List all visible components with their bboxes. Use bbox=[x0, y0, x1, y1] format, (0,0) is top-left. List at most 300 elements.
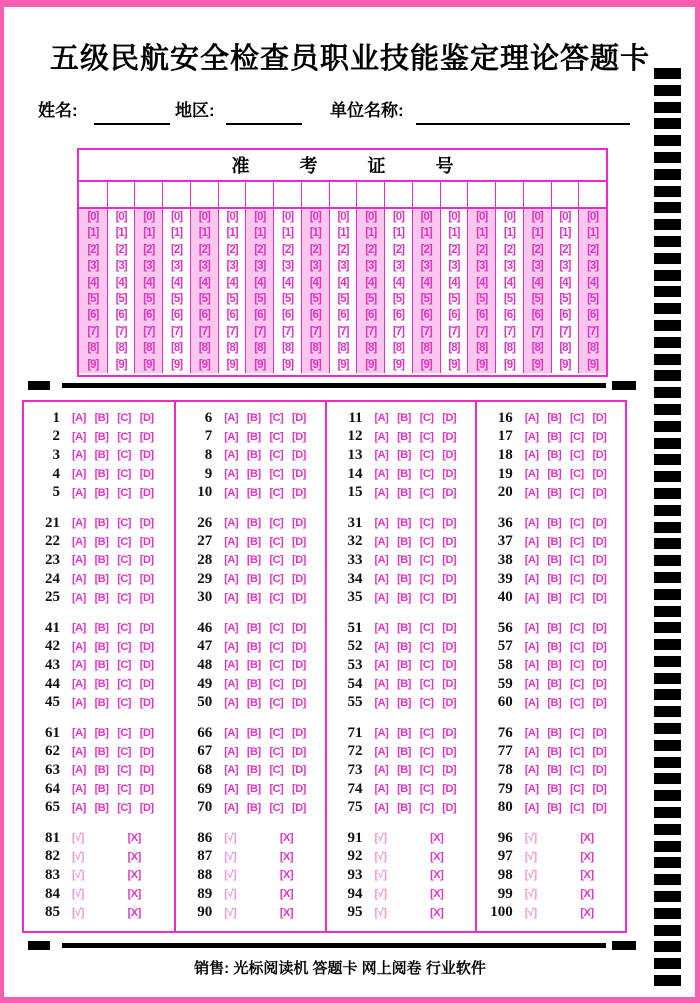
bubble-C[interactable]: [C] bbox=[117, 659, 131, 672]
bubble-B[interactable]: [B] bbox=[397, 764, 411, 777]
bubble-C[interactable]: [C] bbox=[269, 412, 284, 425]
bubble-cross[interactable]: [X] bbox=[430, 832, 444, 845]
bubble-C[interactable]: [C] bbox=[569, 764, 584, 777]
bubble-A[interactable]: [A] bbox=[374, 468, 389, 481]
digit-bubble-4[interactable]: [4] bbox=[503, 276, 515, 289]
bubble-D[interactable]: [D] bbox=[292, 678, 306, 691]
admission-write-cell[interactable] bbox=[467, 182, 495, 207]
bubble-check[interactable]: [√] bbox=[72, 832, 84, 845]
digit-bubble-1[interactable]: [1] bbox=[171, 227, 183, 240]
bubble-B[interactable]: [B] bbox=[547, 696, 562, 709]
admission-write-cell[interactable] bbox=[412, 182, 440, 207]
bubble-D[interactable]: [D] bbox=[139, 468, 154, 481]
digit-bubble-7[interactable]: [7] bbox=[365, 325, 377, 338]
bubble-A[interactable]: [A] bbox=[72, 591, 86, 604]
digit-bubble-5[interactable]: [5] bbox=[587, 293, 599, 306]
digit-bubble-3[interactable]: [3] bbox=[365, 260, 377, 273]
digit-bubble-2[interactable]: [2] bbox=[420, 243, 432, 256]
digit-bubble-1[interactable]: [1] bbox=[365, 227, 377, 240]
bubble-D[interactable]: [D] bbox=[592, 659, 607, 672]
bubble-A[interactable]: [A] bbox=[72, 535, 86, 548]
bubble-D[interactable]: [D] bbox=[442, 696, 457, 709]
bubble-check[interactable]: [√] bbox=[374, 850, 387, 863]
bubble-A[interactable]: [A] bbox=[72, 517, 86, 530]
bubble-D[interactable]: [D] bbox=[442, 783, 457, 796]
bubble-C[interactable]: [C] bbox=[419, 764, 434, 777]
bubble-D[interactable]: [D] bbox=[592, 745, 607, 758]
bubble-B[interactable]: [B] bbox=[246, 678, 261, 691]
bubble-check[interactable]: [√] bbox=[374, 906, 387, 919]
bubble-A[interactable]: [A] bbox=[524, 486, 539, 499]
bubble-D[interactable]: [D] bbox=[139, 696, 154, 709]
bubble-D[interactable]: [D] bbox=[592, 412, 607, 425]
bubble-C[interactable]: [C] bbox=[569, 696, 584, 709]
bubble-A[interactable]: [A] bbox=[524, 727, 539, 740]
digit-bubble-8[interactable]: [8] bbox=[309, 342, 321, 355]
bubble-A[interactable]: [A] bbox=[224, 622, 239, 635]
bubble-C[interactable]: [C] bbox=[419, 430, 434, 443]
digit-bubble-2[interactable]: [2] bbox=[309, 243, 321, 256]
bubble-B[interactable]: [B] bbox=[397, 486, 411, 499]
bubble-C[interactable]: [C] bbox=[419, 696, 434, 709]
bubble-B[interactable]: [B] bbox=[94, 554, 109, 567]
bubble-B[interactable]: [B] bbox=[547, 430, 562, 443]
bubble-cross[interactable]: [X] bbox=[580, 888, 594, 901]
bubble-A[interactable]: [A] bbox=[374, 659, 389, 672]
digit-bubble-4[interactable]: [4] bbox=[476, 276, 488, 289]
bubble-C[interactable]: [C] bbox=[419, 486, 434, 499]
bubble-A[interactable]: [A] bbox=[72, 573, 86, 586]
bubble-C[interactable]: [C] bbox=[117, 468, 131, 481]
digit-bubble-4[interactable]: [4] bbox=[171, 276, 183, 289]
digit-bubble-3[interactable]: [3] bbox=[143, 260, 155, 273]
bubble-B[interactable]: [B] bbox=[246, 468, 261, 481]
digit-bubble-1[interactable]: [1] bbox=[198, 227, 210, 240]
bubble-D[interactable]: [D] bbox=[592, 591, 607, 604]
bubble-B[interactable]: [B] bbox=[246, 412, 261, 425]
digit-bubble-4[interactable]: [4] bbox=[448, 276, 460, 289]
bubble-D[interactable]: [D] bbox=[139, 659, 154, 672]
bubble-C[interactable]: [C] bbox=[269, 517, 284, 530]
bubble-C[interactable]: [C] bbox=[569, 745, 584, 758]
digit-bubble-9[interactable]: [9] bbox=[198, 358, 210, 371]
digit-bubble-2[interactable]: [2] bbox=[559, 243, 571, 256]
bubble-A[interactable]: [A] bbox=[72, 727, 86, 740]
bubble-D[interactable]: [D] bbox=[442, 468, 457, 481]
bubble-A[interactable]: [A] bbox=[374, 801, 389, 814]
digit-bubble-0[interactable]: [0] bbox=[115, 211, 127, 223]
digit-bubble-5[interactable]: [5] bbox=[531, 293, 543, 306]
bubble-B[interactable]: [B] bbox=[397, 535, 411, 548]
bubble-cross[interactable]: [X] bbox=[127, 906, 141, 919]
bubble-A[interactable]: [A] bbox=[374, 696, 389, 709]
digit-bubble-9[interactable]: [9] bbox=[337, 358, 349, 371]
bubble-D[interactable]: [D] bbox=[139, 573, 154, 586]
digit-bubble-7[interactable]: [7] bbox=[448, 325, 460, 338]
digit-bubble-6[interactable]: [6] bbox=[226, 309, 238, 322]
bubble-B[interactable]: [B] bbox=[94, 468, 109, 481]
digit-bubble-0[interactable]: [0] bbox=[392, 211, 404, 223]
digit-bubble-4[interactable]: [4] bbox=[115, 276, 127, 289]
bubble-B[interactable]: [B] bbox=[246, 535, 261, 548]
digit-bubble-5[interactable]: [5] bbox=[171, 293, 183, 306]
bubble-B[interactable]: [B] bbox=[94, 783, 109, 796]
bubble-C[interactable]: [C] bbox=[569, 678, 584, 691]
admission-write-cell[interactable] bbox=[134, 182, 162, 207]
bubble-A[interactable]: [A] bbox=[374, 678, 389, 691]
bubble-C[interactable]: [C] bbox=[117, 801, 131, 814]
digit-bubble-4[interactable]: [4] bbox=[226, 276, 238, 289]
digit-bubble-0[interactable]: [0] bbox=[587, 211, 599, 223]
bubble-C[interactable]: [C] bbox=[117, 573, 131, 586]
bubble-B[interactable]: [B] bbox=[94, 517, 109, 530]
bubble-A[interactable]: [A] bbox=[374, 486, 389, 499]
bubble-B[interactable]: [B] bbox=[547, 573, 562, 586]
bubble-B[interactable]: [B] bbox=[547, 591, 562, 604]
bubble-C[interactable]: [C] bbox=[269, 591, 284, 604]
digit-bubble-9[interactable]: [9] bbox=[476, 358, 488, 371]
bubble-check[interactable]: [√] bbox=[524, 888, 537, 901]
bubble-C[interactable]: [C] bbox=[569, 430, 584, 443]
bubble-A[interactable]: [A] bbox=[374, 783, 389, 796]
bubble-D[interactable]: [D] bbox=[139, 801, 154, 814]
bubble-cross[interactable]: [X] bbox=[279, 869, 294, 882]
digit-bubble-1[interactable]: [1] bbox=[226, 227, 238, 240]
bubble-D[interactable]: [D] bbox=[592, 486, 607, 499]
digit-bubble-9[interactable]: [9] bbox=[392, 358, 404, 371]
bubble-A[interactable]: [A] bbox=[524, 764, 539, 777]
bubble-cross[interactable]: [X] bbox=[430, 869, 444, 882]
bubble-D[interactable]: [D] bbox=[592, 678, 607, 691]
digit-bubble-9[interactable]: [9] bbox=[587, 358, 599, 371]
bubble-B[interactable]: [B] bbox=[94, 640, 109, 653]
bubble-A[interactable]: [A] bbox=[224, 764, 239, 777]
digit-bubble-7[interactable]: [7] bbox=[143, 325, 155, 338]
digit-bubble-7[interactable]: [7] bbox=[337, 325, 349, 338]
bubble-A[interactable]: [A] bbox=[72, 412, 86, 425]
bubble-check[interactable]: [√] bbox=[224, 832, 237, 845]
bubble-D[interactable]: [D] bbox=[139, 517, 154, 530]
digit-bubble-9[interactable]: [9] bbox=[143, 358, 155, 371]
digit-bubble-5[interactable]: [5] bbox=[337, 293, 349, 306]
digit-bubble-6[interactable]: [6] bbox=[198, 309, 210, 322]
bubble-B[interactable]: [B] bbox=[94, 659, 109, 672]
bubble-B[interactable]: [B] bbox=[547, 517, 562, 530]
bubble-D[interactable]: [D] bbox=[442, 801, 457, 814]
digit-bubble-3[interactable]: [3] bbox=[309, 260, 321, 273]
bubble-B[interactable]: [B] bbox=[397, 696, 411, 709]
bubble-A[interactable]: [A] bbox=[224, 486, 239, 499]
bubble-C[interactable]: [C] bbox=[269, 535, 284, 548]
digit-bubble-6[interactable]: [6] bbox=[87, 309, 99, 322]
bubble-cross[interactable]: [X] bbox=[127, 850, 141, 863]
bubble-B[interactable]: [B] bbox=[94, 412, 109, 425]
bubble-D[interactable]: [D] bbox=[442, 554, 457, 567]
digit-bubble-9[interactable]: [9] bbox=[115, 358, 127, 371]
digit-bubble-7[interactable]: [7] bbox=[503, 325, 515, 338]
bubble-B[interactable]: [B] bbox=[547, 783, 562, 796]
digit-bubble-8[interactable]: [8] bbox=[420, 342, 432, 355]
digit-bubble-7[interactable]: [7] bbox=[226, 325, 238, 338]
digit-bubble-5[interactable]: [5] bbox=[392, 293, 404, 306]
bubble-B[interactable]: [B] bbox=[246, 783, 261, 796]
digit-bubble-8[interactable]: [8] bbox=[281, 342, 294, 355]
bubble-A[interactable]: [A] bbox=[524, 535, 539, 548]
bubble-A[interactable]: [A] bbox=[72, 696, 86, 709]
bubble-check[interactable]: [√] bbox=[374, 888, 387, 901]
bubble-A[interactable]: [A] bbox=[524, 573, 539, 586]
region-input-line[interactable] bbox=[226, 123, 302, 125]
bubble-D[interactable]: [D] bbox=[442, 745, 457, 758]
bubble-D[interactable]: [D] bbox=[592, 449, 607, 462]
bubble-D[interactable]: [D] bbox=[139, 430, 154, 443]
bubble-D[interactable]: [D] bbox=[292, 554, 306, 567]
digit-bubble-0[interactable]: [0] bbox=[254, 211, 266, 223]
digit-bubble-9[interactable]: [9] bbox=[531, 358, 543, 371]
bubble-A[interactable]: [A] bbox=[72, 764, 86, 777]
bubble-cross[interactable]: [X] bbox=[430, 888, 444, 901]
digit-bubble-0[interactable]: [0] bbox=[559, 211, 571, 223]
bubble-D[interactable]: [D] bbox=[292, 468, 306, 481]
bubble-B[interactable]: [B] bbox=[246, 801, 261, 814]
bubble-D[interactable]: [D] bbox=[139, 640, 154, 653]
bubble-B[interactable]: [B] bbox=[397, 517, 411, 530]
digit-bubble-8[interactable]: [8] bbox=[503, 342, 515, 355]
bubble-D[interactable]: [D] bbox=[139, 764, 154, 777]
bubble-check[interactable]: [√] bbox=[72, 906, 84, 919]
bubble-A[interactable]: [A] bbox=[524, 640, 539, 653]
digit-bubble-5[interactable]: [5] bbox=[309, 293, 321, 306]
bubble-D[interactable]: [D] bbox=[442, 449, 457, 462]
digit-bubble-3[interactable]: [3] bbox=[448, 260, 460, 273]
bubble-C[interactable]: [C] bbox=[419, 659, 434, 672]
bubble-D[interactable]: [D] bbox=[139, 783, 154, 796]
bubble-C[interactable]: [C] bbox=[117, 517, 131, 530]
bubble-A[interactable]: [A] bbox=[72, 468, 86, 481]
digit-bubble-6[interactable]: [6] bbox=[503, 309, 515, 322]
bubble-C[interactable]: [C] bbox=[269, 745, 284, 758]
bubble-A[interactable]: [A] bbox=[72, 622, 86, 635]
digit-bubble-4[interactable]: [4] bbox=[531, 276, 543, 289]
digit-bubble-5[interactable]: [5] bbox=[254, 293, 266, 306]
admission-write-cell[interactable] bbox=[273, 182, 301, 207]
bubble-B[interactable]: [B] bbox=[94, 449, 109, 462]
bubble-D[interactable]: [D] bbox=[292, 640, 306, 653]
bubble-B[interactable]: [B] bbox=[397, 591, 411, 604]
bubble-D[interactable]: [D] bbox=[292, 622, 306, 635]
bubble-A[interactable]: [A] bbox=[224, 449, 239, 462]
bubble-D[interactable]: [D] bbox=[292, 573, 306, 586]
bubble-A[interactable]: [A] bbox=[524, 801, 539, 814]
digit-bubble-1[interactable]: [1] bbox=[309, 227, 321, 240]
bubble-B[interactable]: [B] bbox=[94, 678, 109, 691]
bubble-D[interactable]: [D] bbox=[292, 412, 306, 425]
bubble-D[interactable]: [D] bbox=[292, 783, 306, 796]
bubble-D[interactable]: [D] bbox=[592, 696, 607, 709]
bubble-C[interactable]: [C] bbox=[117, 745, 131, 758]
digit-bubble-6[interactable]: [6] bbox=[559, 309, 571, 322]
bubble-B[interactable]: [B] bbox=[246, 554, 261, 567]
bubble-A[interactable]: [A] bbox=[224, 745, 239, 758]
digit-bubble-8[interactable]: [8] bbox=[143, 342, 155, 355]
bubble-B[interactable]: [B] bbox=[547, 622, 562, 635]
bubble-B[interactable]: [B] bbox=[246, 659, 261, 672]
bubble-cross[interactable]: [X] bbox=[127, 869, 141, 882]
bubble-D[interactable]: [D] bbox=[442, 573, 457, 586]
bubble-D[interactable]: [D] bbox=[139, 554, 154, 567]
bubble-C[interactable]: [C] bbox=[569, 727, 584, 740]
digit-bubble-1[interactable]: [1] bbox=[420, 227, 432, 240]
digit-bubble-0[interactable]: [0] bbox=[476, 211, 488, 223]
bubble-C[interactable]: [C] bbox=[569, 449, 584, 462]
bubble-D[interactable]: [D] bbox=[292, 535, 306, 548]
digit-bubble-7[interactable]: [7] bbox=[476, 325, 488, 338]
bubble-B[interactable]: [B] bbox=[397, 783, 411, 796]
bubble-D[interactable]: [D] bbox=[442, 640, 457, 653]
digit-bubble-4[interactable]: [4] bbox=[365, 276, 377, 289]
bubble-C[interactable]: [C] bbox=[269, 640, 284, 653]
bubble-check[interactable]: [√] bbox=[224, 850, 237, 863]
name-input-line[interactable] bbox=[94, 123, 170, 125]
bubble-A[interactable]: [A] bbox=[524, 659, 539, 672]
bubble-D[interactable]: [D] bbox=[139, 535, 154, 548]
bubble-D[interactable]: [D] bbox=[592, 640, 607, 653]
digit-bubble-5[interactable]: [5] bbox=[420, 293, 432, 306]
digit-bubble-4[interactable]: [4] bbox=[143, 276, 155, 289]
digit-bubble-8[interactable]: [8] bbox=[476, 342, 488, 355]
digit-bubble-6[interactable]: [6] bbox=[587, 309, 599, 322]
bubble-C[interactable]: [C] bbox=[117, 727, 131, 740]
digit-bubble-5[interactable]: [5] bbox=[226, 293, 238, 306]
digit-bubble-1[interactable]: [1] bbox=[115, 227, 127, 240]
bubble-A[interactable]: [A] bbox=[374, 745, 389, 758]
bubble-A[interactable]: [A] bbox=[524, 517, 539, 530]
bubble-D[interactable]: [D] bbox=[292, 486, 306, 499]
digit-bubble-6[interactable]: [6] bbox=[337, 309, 349, 322]
digit-bubble-6[interactable]: [6] bbox=[309, 309, 321, 322]
digit-bubble-6[interactable]: [6] bbox=[143, 309, 155, 322]
bubble-D[interactable]: [D] bbox=[592, 430, 607, 443]
bubble-D[interactable]: [D] bbox=[139, 412, 154, 425]
digit-bubble-3[interactable]: [3] bbox=[476, 260, 488, 273]
bubble-check[interactable]: [√] bbox=[224, 906, 237, 919]
digit-bubble-2[interactable]: [2] bbox=[115, 243, 127, 256]
bubble-C[interactable]: [C] bbox=[117, 622, 131, 635]
digit-bubble-7[interactable]: [7] bbox=[87, 325, 99, 338]
bubble-A[interactable]: [A] bbox=[524, 554, 539, 567]
bubble-D[interactable]: [D] bbox=[442, 517, 457, 530]
bubble-C[interactable]: [C] bbox=[117, 486, 131, 499]
bubble-D[interactable]: [D] bbox=[139, 678, 154, 691]
bubble-cross[interactable]: [X] bbox=[279, 906, 294, 919]
admission-write-cell[interactable] bbox=[440, 182, 468, 207]
bubble-cross[interactable]: [X] bbox=[279, 850, 294, 863]
bubble-D[interactable]: [D] bbox=[592, 783, 607, 796]
bubble-B[interactable]: [B] bbox=[547, 727, 562, 740]
bubble-C[interactable]: [C] bbox=[569, 573, 584, 586]
digit-bubble-9[interactable]: [9] bbox=[281, 358, 294, 371]
admission-write-cell[interactable] bbox=[329, 182, 357, 207]
digit-bubble-0[interactable]: [0] bbox=[198, 211, 210, 223]
digit-bubble-8[interactable]: [8] bbox=[531, 342, 543, 355]
bubble-B[interactable]: [B] bbox=[397, 659, 411, 672]
bubble-C[interactable]: [C] bbox=[269, 554, 284, 567]
admission-write-cell[interactable] bbox=[245, 182, 273, 207]
bubble-cross[interactable]: [X] bbox=[127, 832, 141, 845]
bubble-B[interactable]: [B] bbox=[94, 764, 109, 777]
digit-bubble-8[interactable]: [8] bbox=[448, 342, 460, 355]
bubble-A[interactable]: [A] bbox=[374, 591, 389, 604]
digit-bubble-0[interactable]: [0] bbox=[503, 211, 515, 223]
digit-bubble-4[interactable]: [4] bbox=[337, 276, 349, 289]
bubble-C[interactable]: [C] bbox=[569, 622, 584, 635]
bubble-C[interactable]: [C] bbox=[117, 430, 131, 443]
digit-bubble-1[interactable]: [1] bbox=[503, 227, 515, 240]
bubble-A[interactable]: [A] bbox=[374, 517, 389, 530]
bubble-C[interactable]: [C] bbox=[419, 573, 434, 586]
bubble-D[interactable]: [D] bbox=[292, 659, 306, 672]
bubble-D[interactable]: [D] bbox=[292, 517, 306, 530]
digit-bubble-6[interactable]: [6] bbox=[448, 309, 460, 322]
bubble-C[interactable]: [C] bbox=[569, 554, 584, 567]
digit-bubble-3[interactable]: [3] bbox=[503, 260, 515, 273]
bubble-D[interactable]: [D] bbox=[292, 727, 306, 740]
digit-bubble-0[interactable]: [0] bbox=[309, 211, 321, 223]
bubble-C[interactable]: [C] bbox=[419, 783, 434, 796]
bubble-check[interactable]: [√] bbox=[524, 832, 537, 845]
digit-bubble-8[interactable]: [8] bbox=[337, 342, 349, 355]
bubble-C[interactable]: [C] bbox=[569, 659, 584, 672]
digit-bubble-0[interactable]: [0] bbox=[365, 211, 377, 223]
bubble-A[interactable]: [A] bbox=[374, 622, 389, 635]
bubble-A[interactable]: [A] bbox=[224, 591, 239, 604]
bubble-D[interactable]: [D] bbox=[442, 622, 457, 635]
bubble-D[interactable]: [D] bbox=[292, 696, 306, 709]
digit-bubble-5[interactable]: [5] bbox=[365, 293, 377, 306]
bubble-D[interactable]: [D] bbox=[292, 430, 306, 443]
bubble-A[interactable]: [A] bbox=[72, 554, 86, 567]
bubble-check[interactable]: [√] bbox=[524, 869, 537, 882]
digit-bubble-2[interactable]: [2] bbox=[87, 243, 99, 256]
bubble-A[interactable]: [A] bbox=[374, 573, 389, 586]
bubble-A[interactable]: [A] bbox=[524, 412, 539, 425]
bubble-D[interactable]: [D] bbox=[442, 659, 457, 672]
bubble-C[interactable]: [C] bbox=[269, 678, 284, 691]
bubble-B[interactable]: [B] bbox=[246, 640, 261, 653]
digit-bubble-5[interactable]: [5] bbox=[559, 293, 571, 306]
bubble-cross[interactable]: [X] bbox=[430, 906, 444, 919]
bubble-cross[interactable]: [X] bbox=[279, 888, 294, 901]
bubble-A[interactable]: [A] bbox=[72, 486, 86, 499]
bubble-D[interactable]: [D] bbox=[292, 764, 306, 777]
bubble-D[interactable]: [D] bbox=[592, 801, 607, 814]
bubble-B[interactable]: [B] bbox=[94, 745, 109, 758]
bubble-check[interactable]: [√] bbox=[374, 832, 387, 845]
bubble-C[interactable]: [C] bbox=[569, 801, 584, 814]
bubble-D[interactable]: [D] bbox=[442, 678, 457, 691]
bubble-A[interactable]: [A] bbox=[224, 535, 239, 548]
bubble-A[interactable]: [A] bbox=[374, 764, 389, 777]
bubble-A[interactable]: [A] bbox=[524, 449, 539, 462]
bubble-C[interactable]: [C] bbox=[117, 678, 131, 691]
digit-bubble-3[interactable]: [3] bbox=[115, 260, 127, 273]
bubble-B[interactable]: [B] bbox=[94, 727, 109, 740]
bubble-D[interactable]: [D] bbox=[292, 591, 306, 604]
digit-bubble-4[interactable]: [4] bbox=[420, 276, 432, 289]
bubble-C[interactable]: [C] bbox=[419, 640, 434, 653]
bubble-B[interactable]: [B] bbox=[547, 468, 562, 481]
bubble-D[interactable]: [D] bbox=[592, 535, 607, 548]
